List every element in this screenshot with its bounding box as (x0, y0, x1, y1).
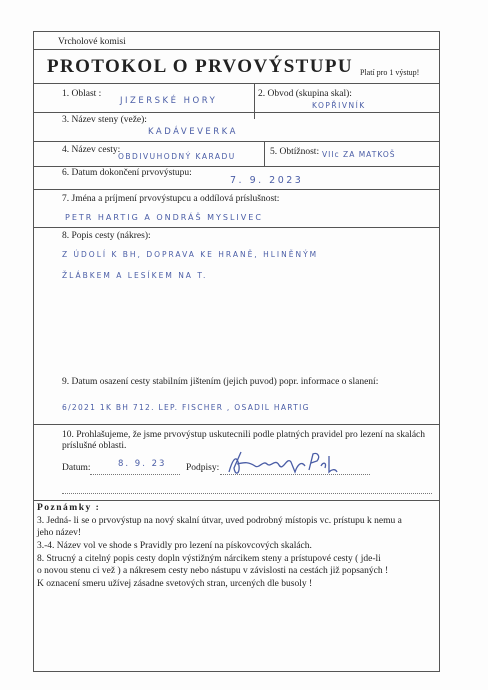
divider (33, 424, 440, 425)
district-value: KOPŘIVNÍK (312, 101, 366, 110)
difficulty-label: 5. Obtížnost: (270, 147, 320, 157)
difficulty-value: VIIc ZA MATKOŠ (322, 150, 396, 159)
divider (33, 112, 440, 113)
description-label: 8. Popis cesty (nákres): (62, 231, 151, 241)
wall-value: KADÁVEVERKA (148, 127, 238, 137)
divider (33, 83, 440, 84)
note-line: jeho název! (37, 528, 82, 538)
notes-title: Poznámky : (37, 503, 101, 513)
route-value: OBDIVUHODNÝ KARADU (118, 152, 236, 161)
dotted-line (90, 474, 180, 475)
note-line: 3. Jedná- li se o prvovýstup na nový skalní útvar, uved podrobný místopis vc. prístupu k nemu a (37, 516, 402, 526)
dotted-line (62, 493, 432, 494)
declaration-text: príslušné oblasti. (62, 441, 127, 451)
route-label: 4. Název cesty: (62, 145, 121, 155)
declaration-text: 10. Prohlašujeme, že jsme prvovýstup uskutecnili podle platných pravidel pro lezení na skalách (62, 430, 426, 440)
divider (33, 227, 440, 228)
divider (264, 141, 265, 166)
description-line: Z ÚDOLÍ K BH, DOPRAVA KE HRANĚ, HLINĚNÝM (62, 250, 319, 259)
protection-value: 6/2021 1K BH 712. LEP. FISCHER , OSADIL HARTIG (62, 403, 310, 412)
declaration-date-value: 8. 9. 23 (118, 459, 167, 469)
note-line: K oznacení smeru užívej zásadne svetových stran, urcených dle busoly ! (37, 579, 313, 589)
wall-label: 3. Název steny (veže): (62, 115, 147, 125)
note-line: 3.-4. Název vol ve shode s Pravidly pro lezení na pískovcových skalách. (37, 541, 312, 551)
divider (254, 83, 255, 119)
page-title: PROTOKOL O PRVOVÝSTUPU (47, 56, 353, 77)
climbers-label: 7. Jména a príjmení prvovýstupcu a oddílová príslušnost: (62, 194, 280, 204)
completion-date-value: 7. 9. 2023 (230, 175, 304, 186)
district-label: 2. Obvod (skupina skal): (258, 89, 352, 99)
area-label: 1. Oblast : (62, 89, 102, 99)
note-line: 8. Strucný a citelný popis cesty dopln výstižným nárcikem steny a prístupové cesty ( jde-li (37, 554, 381, 564)
commission-label: Vrcholové komisi (58, 37, 126, 47)
climbers-value: PETR HARTIG A ONDRÁŠ MYSLIVEC (65, 213, 263, 222)
signature-image (225, 448, 340, 480)
divider (33, 166, 440, 167)
note-line: o novou stenu ci vež ) a nákresem cesty nebo nástupu v závislosti na cestách již popsaných ! (37, 566, 389, 576)
validity-note: Platí pro 1 výstup! (360, 68, 420, 77)
divider (33, 49, 440, 50)
signature-label: Podpisy: (186, 463, 220, 473)
completion-date-label: 6. Datum dokončení prvovýstupu: (62, 168, 192, 178)
protection-label: 9. Datum osazení cesty stabilním jištením (jejich puvod) popr. informace o slanení: (62, 377, 379, 387)
divider (33, 189, 440, 190)
description-line: ŽLÁBKEM A LESÍKEM NA T. (62, 271, 208, 280)
divider (33, 141, 440, 142)
divider (33, 500, 440, 501)
declaration-date-label: Datum: (62, 463, 91, 473)
area-value: JIZERSKÉ HORY (120, 96, 218, 106)
